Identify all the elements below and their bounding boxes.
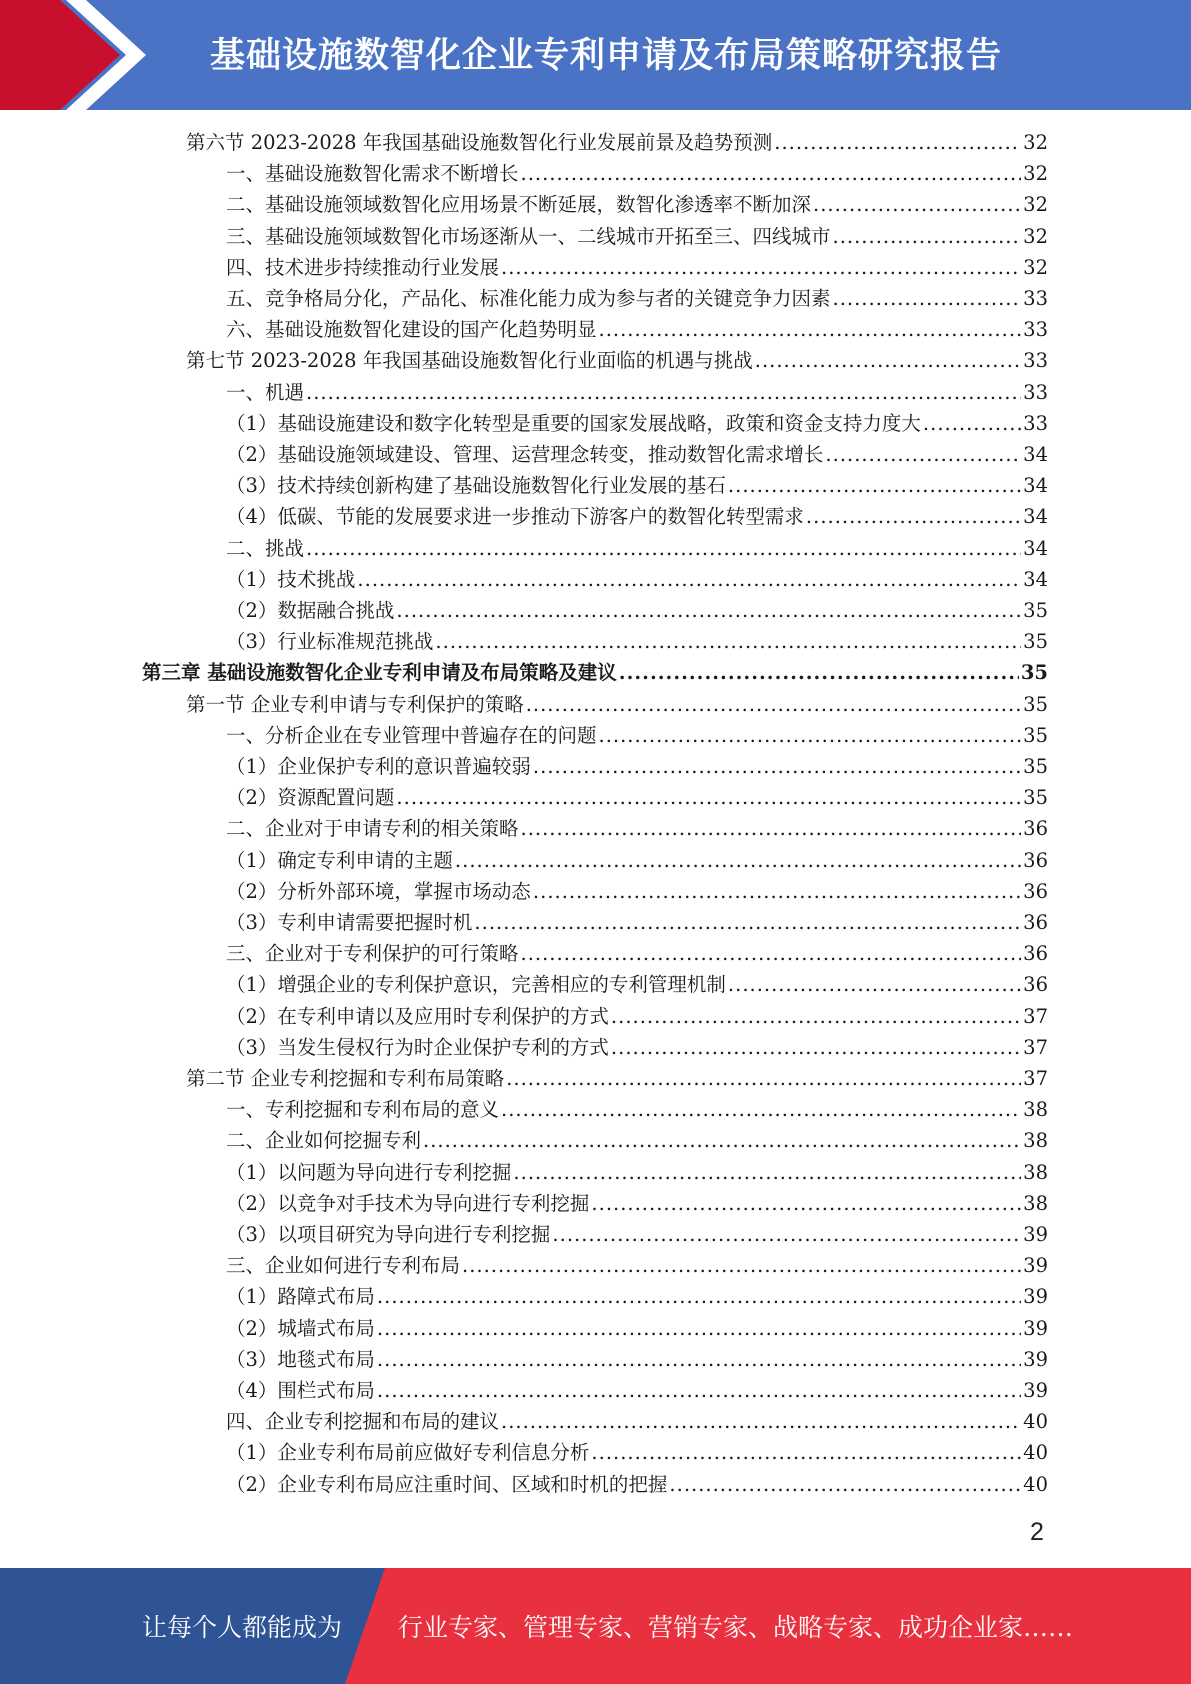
toc-leader-dots: [306, 377, 1021, 408]
page-header: [0, 0, 1191, 110]
toc-entry-page: 39: [1023, 1347, 1048, 1371]
toc-entry[interactable]: [186, 689, 1048, 720]
toc-entry-label: （2）企业专利布局应注重时间、区域和时机的把握: [226, 1472, 668, 1496]
toc-entry-page: 34: [1023, 443, 1048, 466]
toc-entry[interactable]: [226, 876, 1048, 907]
toc-entry-page: 39: [1023, 1379, 1048, 1402]
toc-entry[interactable]: [226, 1437, 1048, 1468]
toc-entry-page: 37: [1023, 1067, 1048, 1090]
toc-entry[interactable]: [226, 1157, 1048, 1188]
toc-leader-dots: [526, 689, 1021, 720]
toc-entry-page: 35: [1023, 599, 1048, 622]
toc-entry-page: 33: [1023, 380, 1048, 404]
toc-entry[interactable]: [142, 657, 1048, 688]
toc-entry-page: 37: [1023, 1035, 1048, 1059]
toc-entry-label: （2）数据融合挑战: [226, 599, 395, 622]
toc-entry-label: （4）围栏式布局: [226, 1379, 375, 1402]
toc-entry-label: 三、企业对于专利保护的可行策略: [226, 942, 519, 966]
toc-entry-page: 34: [1023, 474, 1048, 498]
toc-entry[interactable]: [226, 1125, 1048, 1156]
toc-entry-page: 35: [1023, 755, 1048, 778]
toc-entry[interactable]: [226, 595, 1048, 626]
toc-entry-label: （1）以问题为导向进行专利挖掘: [226, 1160, 512, 1184]
toc-leader-dots: [435, 626, 1021, 657]
toc-leader-dots: [501, 1094, 1021, 1125]
toc-entry[interactable]: [226, 969, 1048, 1000]
toc-entry-label: 四、技术进步持续推动行业发展: [226, 255, 500, 279]
toc-entry-page: 35: [1023, 723, 1048, 747]
toc-leader-dots: [396, 782, 1021, 813]
toc-entry[interactable]: [226, 1094, 1048, 1125]
toc-entry[interactable]: [226, 314, 1048, 345]
toc-entry-label: （1）企业保护专利的意识普遍较弱: [226, 755, 531, 778]
toc-leader-dots: [599, 720, 1022, 751]
toc-entry-page: 34: [1023, 567, 1048, 591]
toc-entry[interactable]: [226, 533, 1048, 564]
toc-entry-page: 36: [1023, 911, 1048, 934]
toc-entry-label: （3）当发生侵权行为时企业保护专利的方式: [226, 1035, 609, 1059]
toc-entry-label: （3）以项目研究为导向进行专利挖掘: [226, 1223, 551, 1246]
toc-entry-page: 39: [1023, 1254, 1048, 1278]
toc-entry[interactable]: [186, 345, 1048, 376]
toc-leader-dots: [501, 252, 1021, 283]
toc-leader-dots: [611, 1032, 1021, 1063]
toc-leader-dots: [423, 1125, 1021, 1156]
toc-leader-dots: [728, 470, 1021, 501]
toc-entry[interactable]: [226, 501, 1048, 532]
footer-slogan-right: 行业专家、管理专家、营销专家、战略专家、成功企业家……: [398, 1613, 1074, 1642]
toc-entry-label: 二、企业如何挖掘专利: [226, 1129, 422, 1153]
toc-entry-label: 第三章 基础设施数智化企业专利申请及布局策略及建议: [142, 661, 617, 685]
toc-leader-dots: [521, 158, 1022, 189]
toc-entry-label: 五、竞争格局分化，产品化、标准化能力成为参与者的关键竞争力因素: [226, 287, 831, 310]
toc-entry-page: 38: [1023, 1129, 1048, 1153]
toc-entry[interactable]: [186, 127, 1048, 158]
toc-entry-label: （2）分析外部环境，掌握市场动态: [226, 879, 531, 903]
toc-entry[interactable]: [226, 720, 1048, 751]
toc-leader-dots: [599, 314, 1022, 345]
toc-entry-page: 38: [1023, 1098, 1048, 1122]
toc-entry-page: 33: [1023, 318, 1048, 342]
toc-entry-page: 33: [1023, 287, 1048, 310]
toc-leader-dots: [306, 533, 1021, 564]
toc-entry[interactable]: [226, 1313, 1048, 1344]
toc-entry-label: 三、企业如何进行专利布局: [226, 1254, 461, 1278]
toc-entry[interactable]: [226, 189, 1048, 220]
toc-leader-dots: [462, 1250, 1021, 1281]
report-title: 基础设施数智化企业专利申请及布局策略研究报告: [210, 36, 1003, 76]
toc-entry-page: 40: [1023, 1441, 1048, 1465]
toc-entry-page: 36: [1023, 973, 1048, 997]
toc-entry-label: 第七节 2023-2028 年我国基础设施数智化行业面临的机遇与挑战: [186, 349, 753, 373]
toc-entry[interactable]: [226, 408, 1048, 439]
toc-entry-label: （2）以竞争对手技术为导向进行专利挖掘: [226, 1191, 590, 1215]
toc-entry[interactable]: [226, 1032, 1048, 1063]
toc-leader-dots: [506, 1063, 1021, 1094]
toc-entry[interactable]: [226, 813, 1048, 844]
toc-entry-page: 36: [1023, 942, 1048, 966]
toc-entry[interactable]: [226, 564, 1048, 595]
toc-entry[interactable]: [226, 252, 1048, 283]
toc-entry[interactable]: [226, 1469, 1048, 1500]
toc-entry[interactable]: [226, 1001, 1048, 1032]
toc-entry[interactable]: [226, 1281, 1048, 1312]
toc-leader-dots: [533, 751, 1021, 782]
toc-entry[interactable]: [226, 158, 1048, 189]
toc-entry[interactable]: [226, 1375, 1048, 1406]
toc-entry-page: 33: [1023, 411, 1048, 435]
toc-entry-label: （3）行业标准规范挑战: [226, 630, 434, 654]
toc-entry[interactable]: [226, 1250, 1048, 1281]
toc-leader-dots: [728, 969, 1021, 1000]
toc-entry-label: 一、机遇: [226, 380, 305, 404]
toc-leader-dots: [806, 501, 1021, 532]
toc-entry-label: 一、分析企业在专业管理中普遍存在的问题: [226, 723, 597, 747]
toc-entry-page: 40: [1023, 1472, 1048, 1496]
toc-leader-dots: [377, 1375, 1021, 1406]
toc-entry-page: 37: [1023, 1004, 1048, 1028]
toc-leader-dots: [533, 876, 1021, 907]
toc-entry-label: （2）基础设施领域建设、管理、运营理念转变，推动数智化需求增长: [226, 443, 824, 466]
header-arrow-decoration: [0, 0, 160, 110]
toc-leader-dots: [552, 1219, 1021, 1250]
toc-leader-dots: [377, 1281, 1021, 1312]
page-number: 2: [1030, 1518, 1044, 1546]
toc-entry[interactable]: [226, 1188, 1048, 1219]
toc-leader-dots: [521, 813, 1022, 844]
toc-entry-label: （1）企业专利布局前应做好专利信息分析: [226, 1441, 590, 1465]
toc-entry-page: 35: [1020, 661, 1048, 685]
toc-entry-label: 四、企业专利挖掘和布局的建议: [226, 1410, 500, 1434]
toc-leader-dots: [774, 127, 1021, 158]
toc-entry-page: 39: [1023, 1316, 1048, 1340]
toc-leader-dots: [455, 845, 1021, 876]
toc-entry-page: 36: [1023, 817, 1048, 841]
toc-entry-label: 一、专利挖掘和专利布局的意义: [226, 1098, 500, 1122]
toc-entry[interactable]: [226, 221, 1048, 252]
toc-entry-page: 34: [1023, 536, 1048, 560]
toc-entry-label: 六、基础设施数智化建设的国产化趋势明显: [226, 318, 597, 342]
toc-entry[interactable]: [226, 377, 1048, 408]
toc-entry-page: 39: [1023, 1285, 1048, 1309]
toc-entry-page: 38: [1023, 1160, 1048, 1184]
toc-entry-label: 二、基础设施领域数智化应用场景不断延展，数智化渗透率不断加深: [226, 193, 812, 217]
toc-leader-dots: [377, 1344, 1021, 1375]
toc-leader-dots: [833, 283, 1022, 314]
toc-entry[interactable]: [226, 845, 1048, 876]
toc-entry-label: （3）地毯式布局: [226, 1347, 375, 1371]
toc-entry-page: 32: [1023, 224, 1048, 248]
toc-entry-page: 32: [1023, 255, 1048, 279]
page-footer: [0, 1568, 1191, 1684]
toc-entry-label: （3）专利申请需要把握时机: [226, 911, 473, 934]
toc-leader-dots: [513, 1157, 1021, 1188]
toc-entry-page: 32: [1023, 193, 1048, 217]
toc-entry-label: 二、挑战: [226, 536, 305, 560]
toc-entry-label: 三、基础设施领域数智化市场逐渐从一、二线城市开拓至三、四线城市: [226, 224, 831, 248]
toc-leader-dots: [591, 1188, 1021, 1219]
toc-entry-label: （1）路障式布局: [226, 1285, 375, 1309]
toc-entry[interactable]: [226, 782, 1048, 813]
toc-leader-dots: [825, 439, 1021, 470]
toc-leader-dots: [474, 907, 1021, 938]
toc-leader-dots: [611, 1001, 1021, 1032]
toc-entry-page: 33: [1023, 349, 1048, 373]
toc-leader-dots: [521, 938, 1022, 969]
toc-leader-dots: [396, 595, 1021, 626]
toc-entry-page: 32: [1023, 162, 1048, 186]
toc-entry-label: （3）技术持续创新构建了基础设施数智化行业发展的基石: [226, 474, 726, 498]
toc-entry-label: 第一节 企业专利申请与专利保护的策略: [186, 692, 524, 716]
toc-entry[interactable]: [226, 938, 1048, 969]
toc-entry-label: 二、企业对于申请专利的相关策略: [226, 817, 519, 841]
toc-leader-dots: [591, 1437, 1021, 1468]
toc-entry-label: （2）资源配置问题: [226, 786, 395, 810]
toc-entry[interactable]: [226, 1344, 1048, 1375]
toc-leader-dots: [833, 221, 1022, 252]
toc-leader-dots: [669, 1469, 1021, 1500]
toc-entry-label: 一、基础设施数智化需求不断增长: [226, 162, 519, 186]
toc-entry[interactable]: [226, 751, 1048, 782]
toc-entry[interactable]: [226, 1406, 1048, 1437]
toc-leader-dots: [377, 1313, 1021, 1344]
toc-entry-label: （1）确定专利申请的主题: [226, 848, 453, 872]
toc-entry[interactable]: [186, 1063, 1048, 1094]
toc-entry-page: 36: [1023, 879, 1048, 903]
toc-leader-dots: [357, 564, 1021, 595]
toc-leader-dots: [755, 345, 1021, 376]
toc-entry-label: （1）增强企业的专利保护意识，完善相应的专利管理机制: [226, 973, 726, 997]
toc-entry-label: 第二节 企业专利挖掘和专利布局策略: [186, 1067, 505, 1090]
toc-entry-page: 36: [1023, 848, 1048, 872]
toc-entry-page: 35: [1023, 786, 1048, 810]
toc-entry-label: （1）技术挑战: [226, 567, 356, 591]
toc-entry-label: （4）低碳、节能的发展要求进一步推动下游客户的数智化转型需求: [226, 505, 804, 529]
toc-entry[interactable]: [226, 439, 1048, 470]
toc-entry[interactable]: [226, 283, 1048, 314]
toc-entry-page: 40: [1023, 1410, 1048, 1434]
toc-leader-dots: [923, 408, 1021, 439]
toc-entry-page: 35: [1023, 630, 1048, 654]
toc-entry[interactable]: [226, 1219, 1048, 1250]
toc-leader-dots: [501, 1406, 1021, 1437]
toc-entry-label: 第六节 2023-2028 年我国基础设施数智化行业发展前景及趋势预测: [186, 131, 773, 154]
toc-entry[interactable]: [226, 907, 1048, 938]
toc-entry-label: （2）城墙式布局: [226, 1316, 375, 1340]
toc-leader-dots: [813, 189, 1021, 220]
toc-leader-dots: [619, 657, 1019, 688]
toc-entry-page: 35: [1023, 692, 1048, 716]
toc-entry[interactable]: [226, 470, 1048, 501]
toc-entry-page: 32: [1023, 131, 1048, 154]
toc-entry[interactable]: [226, 626, 1048, 657]
toc-entry-page: 34: [1023, 505, 1048, 529]
toc-entry-page: 39: [1023, 1223, 1048, 1246]
footer-slogan-left: 让每个人都能成为: [142, 1613, 343, 1642]
toc-entry-label: （1）基础设施建设和数字化转型是重要的国家发展战略，政策和资金支持力度大: [226, 411, 921, 435]
toc-entry-page: 38: [1023, 1191, 1048, 1215]
toc-entry-label: （2）在专利申请以及应用时专利保护的方式: [226, 1004, 609, 1028]
